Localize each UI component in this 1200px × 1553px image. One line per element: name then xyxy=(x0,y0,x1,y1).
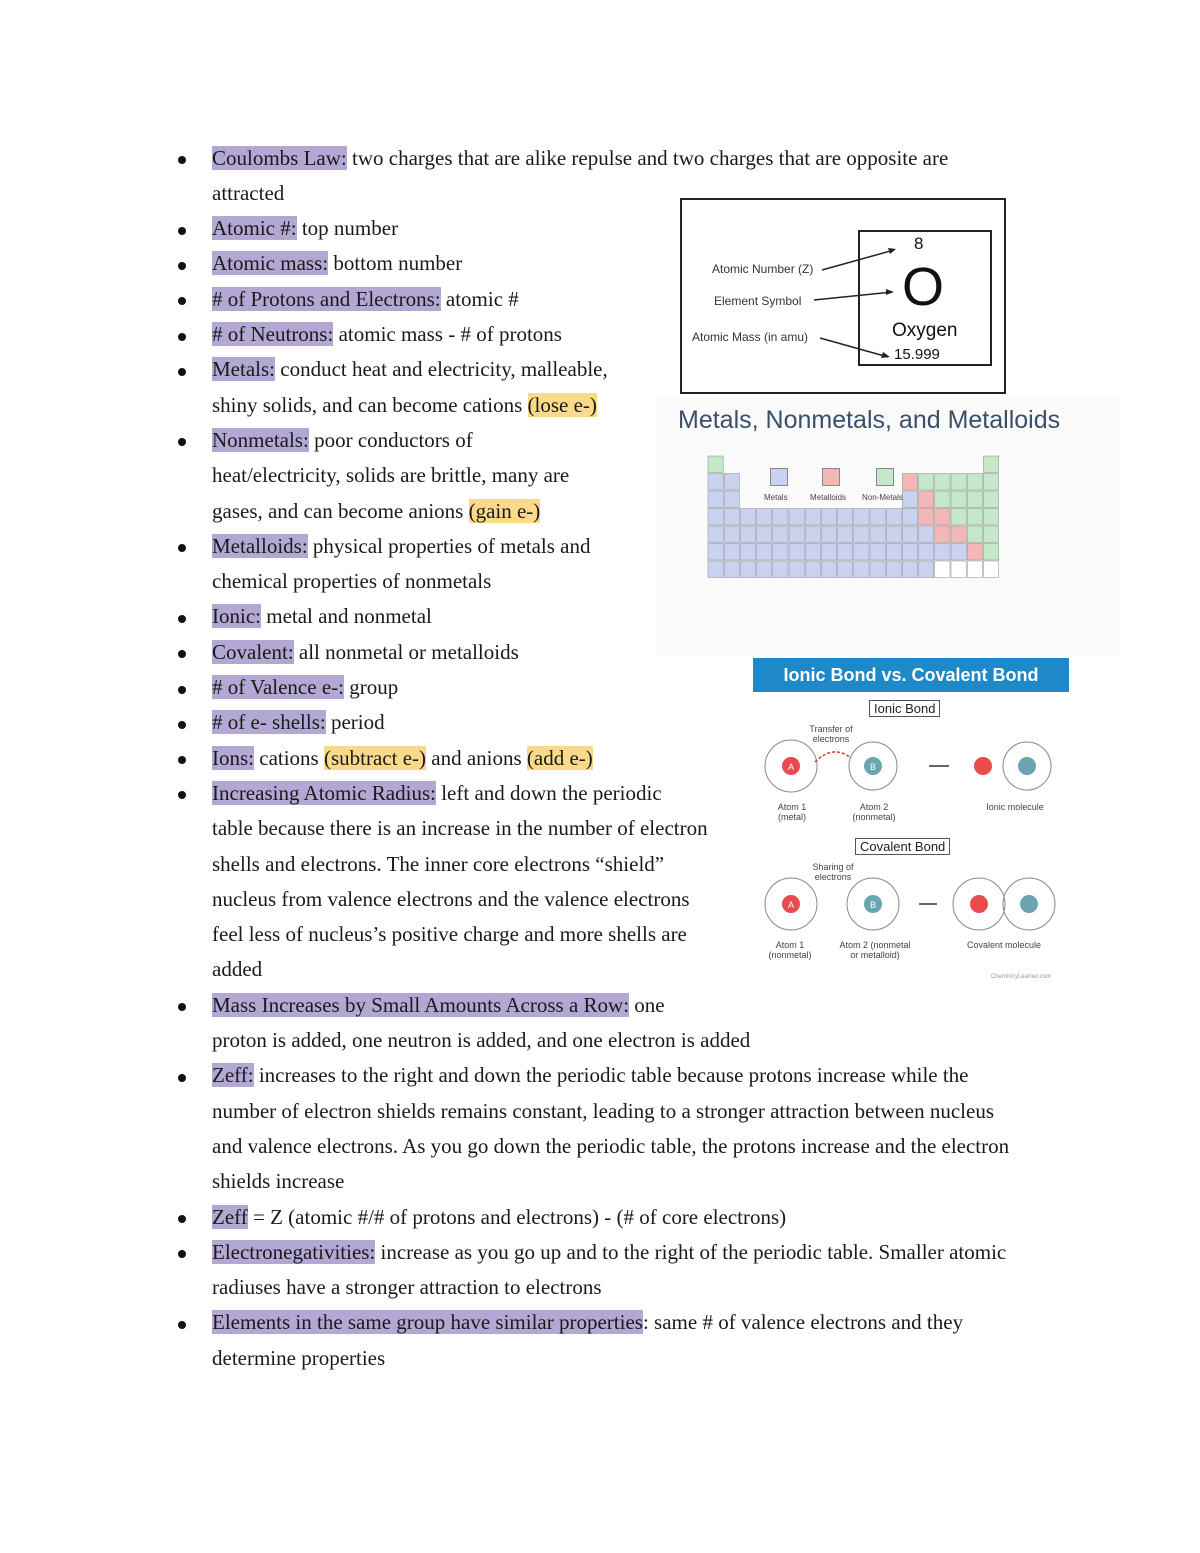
element-cell xyxy=(789,509,804,526)
note-item xyxy=(212,988,665,1023)
note-item xyxy=(212,246,462,281)
covalent-molecule-graphic xyxy=(953,878,1055,930)
element-cell xyxy=(724,526,739,543)
note-text: radiuses have a stronger attraction to electrons xyxy=(212,1275,602,1300)
note-highlight: (gain e-) xyxy=(468,498,541,523)
note-text: left and down the periodic xyxy=(435,780,662,805)
covalent-bond-tag: Covalent Bond xyxy=(855,838,950,855)
element-cell xyxy=(773,544,788,561)
element-cell xyxy=(724,509,739,526)
note-term: Atomic #: xyxy=(212,216,297,241)
element-cell xyxy=(935,474,950,491)
bullet-icon xyxy=(178,297,186,305)
note-text: physical properties of metals and xyxy=(307,533,591,558)
element-cell xyxy=(870,526,885,543)
bullet-icon xyxy=(178,686,186,694)
note-text: : same # of valence electrons and they xyxy=(642,1310,964,1335)
note-text: increases to the right and down the periodic table because protons increase while the xyxy=(253,1063,969,1088)
element-cell xyxy=(757,544,772,561)
element-cell xyxy=(740,526,755,543)
note-text: added xyxy=(212,957,263,982)
bullet-icon xyxy=(178,1003,186,1011)
element-cell xyxy=(838,561,853,578)
element-cell xyxy=(854,526,869,543)
covalent-b-label: B xyxy=(869,900,877,910)
element-cell xyxy=(821,526,836,543)
element-cell xyxy=(870,509,885,526)
element-cell xyxy=(708,526,723,543)
note-term: Electronegativities: xyxy=(212,1239,376,1264)
element-cell xyxy=(935,561,950,578)
legend-metalloids: Metalloids xyxy=(810,493,847,502)
note-item xyxy=(212,1200,786,1235)
element-cell xyxy=(919,474,934,491)
element-cell xyxy=(757,561,772,578)
element-cell xyxy=(886,561,901,578)
bullet-icon xyxy=(178,615,186,623)
note-item xyxy=(212,599,432,634)
bullet-icon xyxy=(178,262,186,270)
metal-swatch xyxy=(770,468,788,486)
element-cell xyxy=(886,544,901,561)
note-item xyxy=(212,423,473,458)
element-cell xyxy=(708,474,723,491)
bullet-icon xyxy=(178,227,186,235)
element-cell xyxy=(838,544,853,561)
element-cell xyxy=(967,491,982,508)
element-cell xyxy=(919,526,934,543)
note-term: Nonmetals: xyxy=(212,427,309,452)
element-symbol-label: Element Symbol xyxy=(714,294,802,308)
ionic-bond-tag: Ionic Bond xyxy=(869,700,940,717)
element-cell xyxy=(983,474,998,491)
element-cell xyxy=(983,526,998,543)
element-cell xyxy=(757,526,772,543)
note-text: all nonmetal or metalloids xyxy=(293,639,519,664)
covalent-atom-1 xyxy=(765,878,817,930)
note-continuation xyxy=(212,1164,344,1199)
element-cell xyxy=(805,526,820,543)
note-text: gases, and can become anions xyxy=(212,498,469,523)
note-term: Zeff: xyxy=(212,1063,254,1088)
note-highlight: (subtract e-) xyxy=(323,745,427,770)
element-cell xyxy=(789,561,804,578)
note-term: Coulombs Law: xyxy=(212,145,347,170)
element-cell xyxy=(773,561,788,578)
note-text: increase as you go up and to the right of the periodic table. Smaller atomic xyxy=(375,1239,1007,1264)
note-term: # of Protons and Electrons: xyxy=(212,286,441,311)
note-text: heat/electricity, solids are brittle, many are xyxy=(212,463,570,488)
element-cell xyxy=(870,544,885,561)
note-item xyxy=(212,282,519,317)
element-cell xyxy=(854,561,869,578)
legend-nonmetals: Non-Metals xyxy=(862,493,903,502)
bonds-header: Ionic Bond vs. Covalent Bond xyxy=(753,658,1069,692)
element-cell xyxy=(821,544,836,561)
element-cell xyxy=(757,509,772,526)
bullet-icon xyxy=(178,368,186,376)
note-text: determine properties xyxy=(212,1345,386,1370)
element-cell xyxy=(789,544,804,561)
ionic-a-label: A xyxy=(787,762,795,772)
note-text: and anions xyxy=(426,745,527,770)
note-text: top number xyxy=(296,216,399,241)
covalent-atom-2 xyxy=(847,878,899,930)
element-cell xyxy=(902,561,917,578)
note-item xyxy=(212,529,591,564)
element-cell xyxy=(983,509,998,526)
bullet-icon xyxy=(178,1321,186,1329)
note-item xyxy=(212,635,519,670)
oxygen-name: Oxygen xyxy=(892,320,958,341)
element-cell xyxy=(708,509,723,526)
element-cell xyxy=(983,561,998,578)
bullet-icon xyxy=(178,156,186,164)
periodic-table-graphic xyxy=(656,398,1120,656)
covalent-atom2-label: Atom 2 (nonmetal or metalloid) xyxy=(839,940,911,960)
element-cell xyxy=(854,544,869,561)
figure-credit: ChemistryLearner.com xyxy=(990,974,1052,980)
metalloid-swatch xyxy=(822,468,840,486)
note-text: feel less of nucleus’s positive charge and more shells are xyxy=(212,922,687,947)
note-text: chemical properties of nonmetals xyxy=(212,569,492,594)
element-cell xyxy=(951,491,966,508)
element-cell xyxy=(789,526,804,543)
note-continuation xyxy=(212,1129,1009,1164)
note-text: attracted xyxy=(212,180,285,205)
note-term: Ionic: xyxy=(212,604,261,629)
bullet-icon xyxy=(178,721,186,729)
oxygen-atomic-mass: 15.999 xyxy=(894,346,940,363)
note-term: Metals: xyxy=(212,357,275,382)
element-cell xyxy=(854,509,869,526)
note-continuation xyxy=(212,952,262,987)
element-cell xyxy=(902,491,917,508)
note-item xyxy=(212,317,562,352)
bullet-icon xyxy=(178,1074,186,1082)
metals-nonmetals-figure xyxy=(656,398,1120,656)
note-item xyxy=(212,352,608,387)
note-item xyxy=(212,705,385,740)
element-cell xyxy=(919,544,934,561)
note-text: period xyxy=(325,710,385,735)
element-cell xyxy=(724,561,739,578)
transfer-label: Transfer of electrons xyxy=(809,724,853,744)
legend-metals: Metals xyxy=(764,493,788,502)
note-continuation xyxy=(212,388,597,423)
element-cell xyxy=(870,561,885,578)
element-cell xyxy=(740,509,755,526)
note-continuation xyxy=(212,1094,994,1129)
element-cell xyxy=(951,509,966,526)
note-text: conduct heat and electricity, malleable, xyxy=(275,357,608,382)
ionic-atom2-label: Atom 2 (nonmetal) xyxy=(852,802,896,822)
atomic-mass-label: Atomic Mass (in amu) xyxy=(692,330,809,344)
note-continuation xyxy=(212,811,708,846)
ionic-atom1-label: Atom 1 (metal) xyxy=(777,802,807,822)
oxygen-element-figure xyxy=(680,198,1006,394)
element-cell xyxy=(838,526,853,543)
note-text: shiny solids, and can become cations xyxy=(212,392,528,417)
note-item xyxy=(212,141,948,176)
note-text: shields increase xyxy=(212,1169,345,1194)
bullet-icon xyxy=(178,791,186,799)
element-cell xyxy=(951,544,966,561)
element-cell xyxy=(902,526,917,543)
note-continuation xyxy=(212,882,690,917)
note-term: Mass Increases by Small Amounts Across a Row: xyxy=(212,992,630,1017)
element-cell xyxy=(919,491,934,508)
note-term: Zeff xyxy=(212,1204,248,1229)
note-term: # of Valence e-: xyxy=(212,675,344,699)
element-cell xyxy=(935,544,950,561)
note-text: group xyxy=(343,675,399,699)
note-text: cations xyxy=(254,745,324,770)
note-item xyxy=(212,211,398,246)
element-cell xyxy=(967,474,982,491)
nonmetal-swatch xyxy=(876,468,894,486)
bullet-icon xyxy=(178,756,186,764)
note-continuation xyxy=(212,1023,750,1058)
element-cell xyxy=(821,509,836,526)
note-item xyxy=(212,1305,963,1340)
ionic-b-label: B xyxy=(869,762,877,772)
element-cell xyxy=(919,561,934,578)
note-text: atomic # xyxy=(440,286,519,311)
note-term: # of Neutrons: xyxy=(212,322,334,346)
note-continuation xyxy=(212,494,540,529)
element-cell xyxy=(951,474,966,491)
covalent-atom1-label: Atom 1 (nonmetal) xyxy=(768,940,812,960)
note-text: poor conductors of xyxy=(308,427,473,452)
metals-figure-title: Metals, Nonmetals, and Metalloids xyxy=(678,406,1061,434)
note-continuation xyxy=(212,564,491,599)
note-text: table because there is an increase in the number of electron xyxy=(212,816,708,841)
note-text: atomic mass - # of protons xyxy=(333,322,562,346)
element-cell xyxy=(951,561,966,578)
transfer-arrow xyxy=(815,752,851,762)
note-item xyxy=(212,1058,969,1093)
element-cell xyxy=(708,544,723,561)
element-cell xyxy=(902,509,917,526)
element-cell xyxy=(983,544,998,561)
note-text: shells and electrons. The inner core electrons “shield” xyxy=(212,851,665,876)
note-continuation xyxy=(212,847,664,882)
note-text: one xyxy=(629,992,665,1017)
element-cell xyxy=(902,544,917,561)
bullet-icon xyxy=(178,1215,186,1223)
note-highlight: (add e-) xyxy=(526,745,593,770)
note-term: Covalent: xyxy=(212,639,294,664)
element-cell xyxy=(967,509,982,526)
element-cell xyxy=(919,509,934,526)
element-cell xyxy=(805,544,820,561)
bullet-icon xyxy=(178,1250,186,1258)
note-continuation xyxy=(212,1270,602,1305)
atomic-number-label: Atomic Number (Z) xyxy=(712,262,814,276)
note-text: nucleus from valence electrons and the valence electrons xyxy=(212,886,690,911)
note-continuation xyxy=(212,176,284,211)
oxygen-atomic-number: 8 xyxy=(914,234,924,253)
element-cell xyxy=(708,561,723,578)
note-text: number of electron shields remains constant, leading to a stronger attraction between nucleus xyxy=(212,1098,994,1123)
element-cell xyxy=(724,491,739,508)
note-text: metal and nonmetal xyxy=(260,604,432,629)
element-cell xyxy=(821,561,836,578)
note-term: Elements in the same group have similar properties xyxy=(212,1310,643,1335)
element-cell xyxy=(773,509,788,526)
element-cell xyxy=(983,491,998,508)
bullet-icon xyxy=(178,333,186,341)
note-item xyxy=(212,670,398,705)
element-cell xyxy=(724,474,739,491)
element-cell xyxy=(967,526,982,543)
element-cell xyxy=(708,456,723,473)
note-continuation xyxy=(212,917,687,952)
note-item xyxy=(212,1235,1006,1270)
element-cell xyxy=(935,526,950,543)
bullet-icon xyxy=(178,650,186,658)
element-cell xyxy=(805,561,820,578)
note-text: = Z (atomic #/# of protons and electrons) - (# of core electrons) xyxy=(247,1204,787,1229)
note-term: # of e- shells: xyxy=(212,710,326,735)
covalent-a-label: A xyxy=(787,900,795,910)
note-text: bottom number xyxy=(328,251,463,276)
note-term: Increasing Atomic Radius: xyxy=(212,780,436,805)
element-cell xyxy=(708,491,723,508)
element-cell xyxy=(902,474,917,491)
bullet-icon xyxy=(178,544,186,552)
note-item xyxy=(212,776,662,811)
covalent-molecule-label: Covalent molecule xyxy=(966,940,1042,950)
note-item xyxy=(212,741,593,776)
note-text: proton is added, one neutron is added, and one electron is added xyxy=(212,1028,751,1052)
note-highlight: (lose e-) xyxy=(527,392,597,417)
sharing-label: Sharing of electrons xyxy=(812,862,854,882)
element-cell xyxy=(740,544,755,561)
element-cell xyxy=(967,561,982,578)
element-cell xyxy=(935,509,950,526)
note-continuation xyxy=(212,458,569,493)
element-cell xyxy=(983,456,998,473)
note-text: two charges that are alike repulse and two charges that are opposite are xyxy=(346,145,949,170)
ionic-molecule-graphic xyxy=(974,742,1051,790)
element-cell xyxy=(805,509,820,526)
oxygen-symbol: O xyxy=(902,257,945,317)
note-term: Metalloids: xyxy=(212,533,308,558)
element-cell xyxy=(886,509,901,526)
ionic-covalent-figure xyxy=(753,658,1069,984)
bullet-icon xyxy=(178,438,186,446)
element-cell xyxy=(935,491,950,508)
element-cell xyxy=(951,526,966,543)
note-text: and valence electrons. As you go down the periodic table, the protons increase and the electron xyxy=(212,1133,1010,1158)
ionic-atom-1 xyxy=(765,740,817,792)
element-cell xyxy=(886,526,901,543)
ionic-molecule-label: Ionic molecule xyxy=(986,802,1044,812)
note-term: Atomic mass: xyxy=(212,251,329,276)
element-cell xyxy=(773,526,788,543)
element-cell xyxy=(838,509,853,526)
note-continuation xyxy=(212,1341,385,1376)
ionic-atom-2 xyxy=(849,742,897,790)
element-cell xyxy=(724,544,739,561)
element-cell xyxy=(740,561,755,578)
element-cell xyxy=(967,544,982,561)
note-term: Ions: xyxy=(212,745,254,770)
